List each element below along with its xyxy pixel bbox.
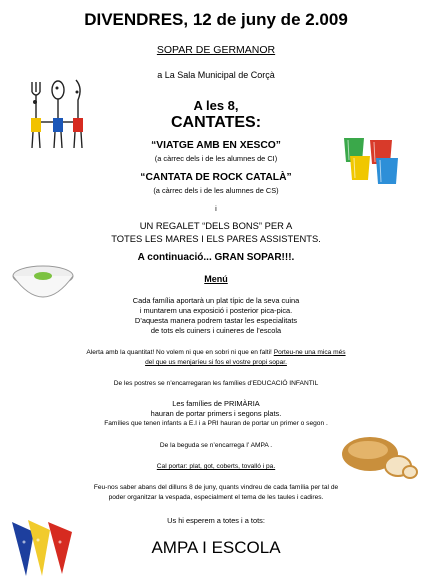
cantates-heading: CANTATES:: [170, 114, 262, 131]
alert-text: Alerta amb la quantitat! No volem ni que en sobri ni que en falti!: [86, 349, 272, 356]
invite-line: Us hi esperem a totes i a tots:: [167, 516, 265, 525]
dinner-announcement: A continuació... GRAN SOPAR!!!.: [137, 252, 295, 263]
conjunction: i: [215, 204, 217, 213]
alert-line-2: del que us menjaríeu si fos el vostre propi sopar.: [145, 359, 287, 366]
alert-advice: Porteu-ne una mica més: [273, 349, 346, 356]
menu-heading: Menú: [204, 274, 228, 284]
bread-loaf-icon: [340, 430, 418, 482]
cantata-1-note: (a càrrec dels i de les alumnes de CI): [154, 154, 278, 163]
cantata-2-note: (a càrrec dels i de les alumnes de CS): [153, 186, 279, 195]
salad-bowl-icon: [10, 262, 76, 308]
gift-line-2: TOTES LES MARES I ELS PARES ASSISTENTS.: [111, 233, 321, 244]
drinks-note: De la beguda se n’encarrega l’ AMPA .: [159, 442, 273, 449]
event-place: a La Sala Municipal de Corçà: [157, 70, 275, 80]
menu-p1-line-3: D’aquesta manera podrem tastar les especialitats: [134, 316, 298, 325]
event-time: A les 8,: [193, 98, 239, 113]
cantata-2-title: “CANTATA DE ROCK CATALÀ”: [140, 172, 292, 183]
primaria-line-1: Les famílies de PRIMÀRIA: [172, 399, 260, 408]
menu-p1-line-4: de tots els cuiners i cuineres de l’escola: [150, 326, 282, 335]
gift-line-1: UN REGALET “DELS BONS” PER A: [139, 220, 293, 231]
alert-line-1: [0, 349, 432, 356]
notice-line-1: Feu-nos saber abans del dilluns 8 de juny, quants vindreu de cada família per tal de: [93, 484, 339, 491]
menu-p1-line-2: i muntarem una exposició i posterior pica-pica.: [139, 306, 293, 315]
cantata-1-title: “VIATGE AMB EN XESCO”: [151, 140, 281, 151]
primaria-line-3: Famílies que tenen infants a E.I i a PRI hauran de portar un primer o segon .: [104, 420, 328, 427]
cutlery-characters-icon: [26, 78, 92, 152]
organizers: AMPA I ESCOLA: [151, 538, 281, 557]
primaria-line-2: hauran de portar primers i segons plats.: [150, 409, 282, 418]
event-title: SOPAR DE GERMANOR: [156, 44, 276, 56]
bring-note: Cal portar: plat, got, coberts, tovalló i pa.: [156, 463, 276, 470]
napkins-icon: [8, 518, 78, 582]
event-date: DIVENDRES, 12 de juny de 2.009: [84, 10, 348, 29]
desserts-note: De les postres se n’encarregaran les famílies d’EDUCACIÓ INFANTIL: [113, 380, 319, 387]
notice-line-2: poder organitzar la vespada, especialment el tema de les taules i cadires.: [108, 494, 324, 501]
colored-cups-icon: [340, 134, 404, 194]
menu-p1-line-1: Cada família aportarà un plat típic de la seva cuina: [132, 296, 300, 305]
